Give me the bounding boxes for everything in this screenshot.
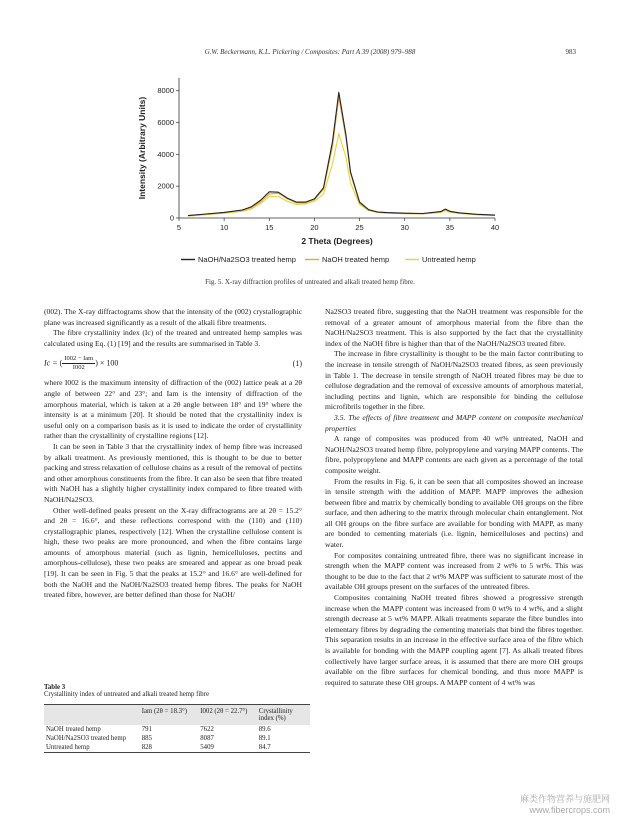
table-header-cell: I002 (2θ = 22.7°) [198,705,257,726]
legend-label: NaOH treated hemp [322,255,390,264]
table-header-cell: Iam (2θ = 18.3°) [140,705,199,726]
x-tick-label: 25 [355,223,364,232]
paragraph: (002). The X-ray diffractograms show that the intensity of the (002) crystallographic plane was increased significantly as a result of the alkali fibre treatments. [44,307,302,327]
table-header-cell: Crystallinity index (%) [257,705,310,726]
table-cell: 89.1 [258,735,271,742]
legend-label: NaOH/Na2SO3 treated hemp [198,255,296,264]
eq-number: (1) [292,358,302,368]
y-tick-label: 8000 [157,86,174,96]
paragraph: The increase in fibre crystallinity is thought to be the main factor contributing to the increase in tensile strength of NaOH/Na2SO3 treated fibres, as seen previously in Table 1. The decrease in tensile strength of NaOH treated fibres may be due to cellulose degradation and the removal of excessive amounts of amorphous material, including pectins and lignin, which are responsible for binding the cellulose microfibrils together in the fibre. [325,349,583,412]
y-axis-label: Intensity (Arbitrary Units) [137,96,147,200]
paragraph: Composites containing NaOH treated fibres showed a progressive strength increase when the MAPP content was increased from 0 wt% to 4 wt%, and a slight strength decrease at 5 wt% MAPP. Alkali treatments separate the fibre bundles into elementary fibres by degrading the cementing materials that bind the fibres together. This separation results in an increase in the effective surface area of the fibre which is available for bonding with the MAPP coupling agent [7]. As alkali treated fibres collectively have larger surface areas, it is assumed that there are more OH groups available on the fibre surfaces for chemical bonding, and thus more MAPP is required to saturate these OH groups. A MAPP content of 4 wt% was [325,593,583,687]
x-tick-label: 5 [176,223,182,232]
y-tick-label: 6000 [157,118,174,128]
table-header-cell [44,705,140,726]
table-3 [44,684,310,753]
legend-label: Untreated hemp [422,255,476,264]
body-column-left [44,307,302,601]
paragraph: It can be seen in Table 3 that the crystallinity index of hemp fibre was increased by alkali treatment. As previously mentioned, this is thought to be due to better packing and stress relaxation of cellulose chains as a result of the removal of pectins and other amorphous constituents from the fibre. It can also be seen that fibre treated with NaOH has a slightly higher crystallinity index compared to fibre treated with NaOH/Na2SO3. [44,441,302,504]
eq-rhs: × 100 [99,358,119,368]
table-label: Table 3 [44,684,66,691]
table-cell: 5409 [198,743,257,753]
paragraph: Na2SO3 treated fibre, suggesting that the NaOH treatment was responsible for the removal of a greater amount of amorphous material from the fibre than the NaOH/Na2SO3 treatment. This is also supported by the fact that the crystallinity index of the NaOH fibre is higher than that of the NaOH/Na2SO3 treated fibre. [325,307,583,348]
x-tick-label: 20 [310,223,319,232]
paragraph: For composites containing untreated fibre, there was no significant increase in strength when the MAPP content was increased from 2 wt% to 5 wt%. This was thought to be due to the fact that 2 wt% MAPP was sufficient to saturate most of the available OH groups present on the surfaces of the untreated fibres. [325,550,583,592]
page-number: 983 [565,48,576,56]
equation-1: Ic = ( $\frac{\text{I002 − Iam}}{I002}$ ) × 100 (1) [44,355,302,372]
series-line-2 [188,134,495,216]
chart-axes [137,78,499,246]
paragraph: A range of composites was produced from 40 wt% untreated, NaOH and NaOH/Na2SO3 treated hemp fibre, polypropylene and varying MAPP contents. The fibre, polypropylene and MAPP contents are each given as a percentage of the total composite weight. [325,434,583,475]
table-cell: 828 [140,743,199,753]
section-heading: 3.5. The effects of fibre treatment and MAPP content on composite mechanical properties [325,412,583,433]
table-cell: Untreated hemp [44,743,140,753]
body-column-right [325,307,583,688]
table-row [44,725,310,734]
x-tick-label: 10 [219,223,229,232]
y-tick-label: 4000 [157,149,174,159]
table-cell: 89.6 [258,726,271,733]
table-cell: 885 [141,735,152,742]
y-tick-label: 0 [169,213,174,223]
chart-plot [188,92,495,216]
table-cell: 84.7 [257,743,310,753]
xrd-chart [135,72,510,272]
x-axis-label: 2 Theta (Degrees) [301,236,373,246]
table-row [44,743,310,753]
table-cell: 791 [141,726,152,733]
y-tick-label: 2000 [157,181,174,191]
x-tick-label: 40 [490,223,500,232]
watermark [520,794,610,816]
x-tick-label: 35 [445,223,455,232]
table-row [44,734,310,743]
series-line-1 [188,97,495,216]
eq-numerator: I002 − Iam [64,355,94,363]
running-header: G.W. Beckermann, K.L. Pickering / Composites: Part A 39 (2008) 979–988 [204,48,416,56]
paragraph: Other well-defined peaks present on the X-ray diffractograms are at 2θ = 15.2° and 2θ = 16.6°, and these reflections correspond with the (110) and (110) crystallographic planes, respectively [12]. When the crystalline cellulose content is high, these two peaks are more pronounced, and when the fibre contains large amounts of amorphous material (such as lignin, hemicelluloses, pectins and amorphous-cellulose), these two peaks are smeared and appear as one broad peak [19]. It can be seen in Fig. 5 that the peaks at 15.2° and 16.6° are well-defined for both the NaOH and the NaOH/Na2SO3 treated hemp fibres. The peaks for NaOH treated fibre, however, are better defined than those for NaOH/ [44,505,302,600]
table-cell: 7622 [200,726,214,733]
paragraph: From the results in Fig. 6, it can be seen that all composites showed an increase in tensile strength with the addition of MAPP. MAPP improves the adhesion between fibre and matrix by chemically bonding to available OH groups on the fibre surface, and then adhering to the matrix through molecular chain entanglement. Not all OH groups on the fibre surface are available for bonding with MAPP, as many are bonded to cementing materials (i.e. lignin, hemicelluloses and pectins) and water. [325,476,583,550]
x-tick-label: 15 [265,223,274,232]
table-cell: 8087 [200,735,214,742]
series-line-0 [188,92,495,215]
table-cell: NaOH/Na2SO3 treated hemp [46,735,127,742]
eq-lhs: Ic = [44,358,58,368]
paragraph: The fibre crystallinity index (Ic) of the treated and untreated hemp samples was calculated using Eq. (1) [19] and the results are summarised in Table 3. [44,328,302,348]
eq-denominator: I002 [72,364,85,372]
chart-legend [181,255,476,264]
table-caption: Crystallinity index of untreated and alkali treated hemp fibre [44,691,209,698]
watermark-line: 麻类作物营养与施肥网 [519,794,610,804]
table-cell: NaOH treated hemp [46,726,101,733]
x-tick-label: 30 [400,223,409,232]
table-3-grid [44,704,310,753]
paragraph: where I002 is the maximum intensity of diffraction of the (002) lattice peak at a 2θ angle of between 22° and 23°; and Iam is the intensity of diffraction of the amorphous material, which is taken at a 2θ angle between 18° and 19° where the intensity is at a minimum [20]. It should be noted that the crystallinity index is useful only on a comparison basis as it is used to indicate the order of crystallinity rather than the crystallinity of crystalline regions [12]. [44,378,302,441]
watermark-line: www.fibercrops.com [529,805,610,815]
figure-caption: Fig. 5. X-ray diffraction profiles of untreated and alkali treated hemp fibre. [205,278,415,286]
